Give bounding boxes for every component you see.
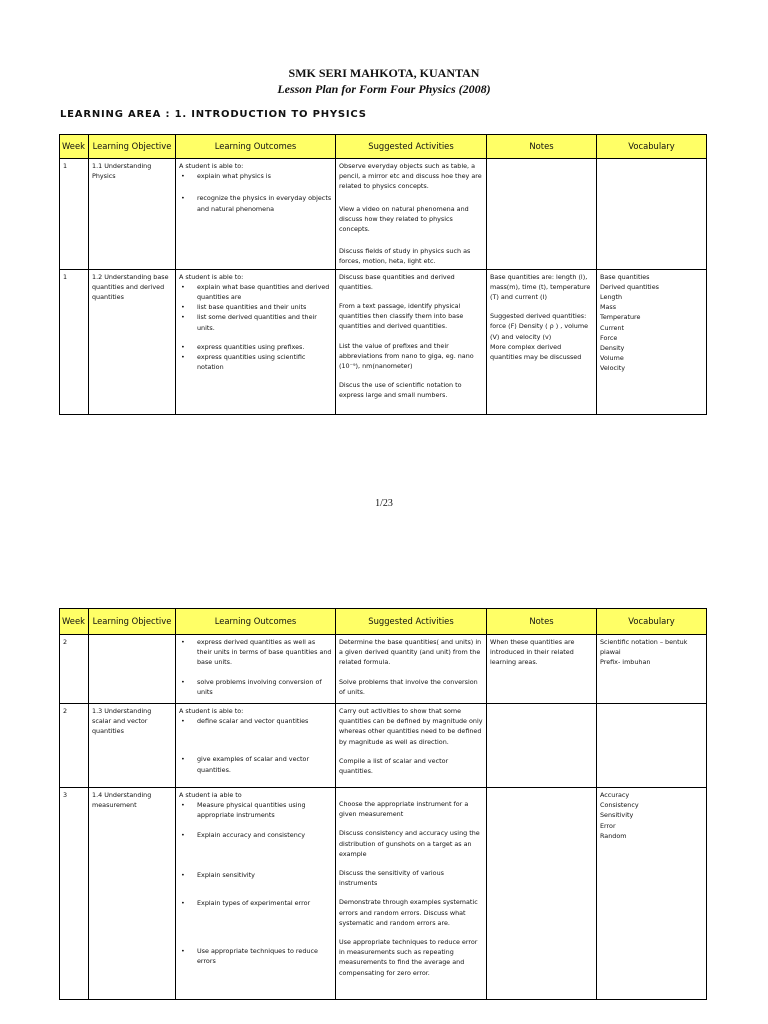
objective-cell [89,635,176,704]
activities-cell [336,704,487,788]
notes-cell [487,635,597,704]
note-text: Base quantities are: length (l), mass(m), time (t), temperature (T) and current (I) [490,272,591,302]
table-header-row [60,135,707,159]
vocabulary-cell [597,704,707,788]
activity-text: Discuss fields of study in physics such as forces, motion, heta, light etc. [339,247,471,266]
notes-cell [487,269,597,414]
col-header-activities: Suggested Activities [336,135,487,159]
col-header-objective: Learning Objective [89,135,176,159]
vocab-item: Temperature [600,313,641,322]
outcome-item: • solve problems involving conversion of units [179,677,332,697]
activity-text: Solve problems that involve the conversion of units. [339,677,478,696]
document-subtitle: Lesson Plan for Form Four Physics (2008) [277,82,491,96]
vocab-item: Volume [600,354,624,363]
activity-text: List the value of prefixes and their abbreviations from nano to giga, eg. nano (10⁻⁹), nm(nanometer) [339,341,474,371]
week-cell: 1 [60,269,89,414]
outcome-item: • define scalar and vector quantities [179,716,332,726]
col-header-notes: Notes [487,609,597,635]
outcomes-intro: A student is able to: [179,272,244,281]
lesson-plan-table-page-1 [59,134,707,415]
outcomes-intro: A student is able to: [179,707,244,715]
outcome-item: • explain what base quantities and derived quantities are [179,282,332,302]
vocab-item: Sensitivity [600,811,634,820]
activities-cell [336,269,487,414]
col-header-notes: Notes [487,135,597,159]
vocab-item: Derived quantities [600,282,659,291]
vocab-item: Base quantities [600,272,650,281]
lesson-plan-table-page-2 [59,608,707,1000]
week-cell: 3 [60,788,89,1000]
outcome-item: • Use appropriate techniques to reduce errors [179,946,332,966]
outcome-item: • Explain accuracy and consistency [179,830,332,840]
outcomes-cell [176,704,336,788]
activity-text: View a video on natural phenomena and discuss how they related to physics concepts. [339,204,469,234]
col-header-activities: Suggested Activities [336,609,487,635]
activity-text: Compile a list of scalar and vector quantities. [339,756,449,776]
objective-cell: 1.1 Understanding Physics [89,159,176,270]
vocab-item: Length [600,293,623,302]
outcome-item: • Measure physical quantities using appropriate instruments [179,800,332,820]
table-row [60,788,707,1000]
vocab-item: Error [600,821,616,830]
outcomes-cell [176,159,336,270]
activity-text: Observe everyday objects such as table, a pencil, a mirror etc and discuss hoe they are related to physics concepts. [339,162,482,191]
outcome-item: • recognize the physics in everyday objects and natural phenomena [179,193,332,213]
activities-cell [336,788,487,1000]
outcome-item: • express derived quantities as well as their units in terms of base quantities and base units. [179,637,332,668]
vocab-item: Current [600,323,625,332]
objective-cell: 1.2 Understanding base quantities and derived quantities [89,269,176,414]
outcome-item: • Explain types of experimental error [179,898,332,908]
vocab-item: Accuracy [600,791,630,799]
activity-text: From a text passage, identify physical quantities then classify them into base quantities and derived quantities. [339,302,464,331]
outcomes-intro: A student is able to: [179,162,244,170]
vocab-item: Prefix- imbuhan [600,658,651,667]
vocabulary-cell [597,159,707,270]
outcome-item: • list some derived quantities and their units. [179,312,332,332]
col-header-week: Week [60,135,89,159]
vocabulary-cell [597,269,707,414]
table-row [60,704,707,788]
activities-cell [336,159,487,270]
activity-text: Discuss the sensitivity of various instruments [339,869,444,888]
activity-text: Discus the use of scientific notation to express large and small numbers. [339,381,462,400]
vocab-item: Velocity [600,364,626,373]
col-header-outcomes: Learning Outcomes [176,609,336,635]
activity-text: Discuss consistency and accuracy using the distribution of gunshots on a target as an example [339,829,480,858]
notes-cell [487,788,597,1000]
activity-text: Use appropriate techniques to reduce error in measurements such as repeating measurements to find the average and compensating for zero error. [339,938,478,977]
page-number: 1/23 [375,498,393,509]
week-cell: 2 [60,635,89,704]
vocab-item: Scientific notation – bentuk piawai [600,638,688,657]
school-name: SMK SERI MAHKOTA, KUANTAN [288,66,480,80]
outcome-item: • express quantities using prefixes. [179,342,332,352]
outcome-item: • explain what physics is [179,171,332,181]
vocab-item: Density [600,344,625,353]
notes-cell [487,704,597,788]
objective-cell: 1.3 Understanding scalar and vector quantities [89,704,176,788]
table-header-row [60,609,707,635]
week-cell: 2 [60,704,89,788]
outcomes-cell [176,269,336,414]
activity-text: Demonstrate through examples systematic errors and random errors. Discuss what systematic and random errors are. [339,898,478,927]
objective-cell: 1.4 Understanding measurement [89,788,176,1000]
outcomes-cell [176,635,336,704]
outcome-item: • give examples of scalar and vector quantities. [179,754,332,774]
activity-text: Choose the appropriate instrument for a given measurement [339,800,469,819]
table-row [60,269,707,414]
col-header-week: Week [60,609,89,635]
activity-text: Discuss base quantities and derived quantities. [339,272,455,291]
col-header-objective: Learning Objective [89,609,176,635]
vocab-item: Mass [600,303,617,312]
vocabulary-cell [597,788,707,1000]
learning-area-heading: LEARNING AREA : 1. INTRODUCTION TO PHYSICS [60,109,367,120]
outcome-item: • express quantities using scientific notation [179,352,332,372]
col-header-vocabulary: Vocabulary [597,135,707,159]
activity-text: Determine the base quantities( and units) in a given derived quantity (and unit) from the related formula. [339,638,482,667]
activities-cell [336,635,487,704]
week-cell: 1 [60,159,89,270]
outcome-item: • list base quantities and their units [179,302,332,312]
col-header-outcomes: Learning Outcomes [176,135,336,159]
table-row [60,159,707,270]
table-row [60,635,707,704]
note-text: Suggested derived quantities: force (F) Density ( ρ ) , volume (V) and velocity (v) [490,312,589,341]
note-text: More complex derived quantities may be discussed [490,342,582,362]
vocabulary-cell [597,635,707,704]
note-text: When these quantities are introduced in their related learning areas. [490,638,575,667]
outcomes-cell [176,788,336,1000]
vocab-item: Consistency [600,801,639,810]
vocab-item: Force [600,333,618,342]
notes-cell [487,159,597,270]
activity-text: Carry out activities to show that some quantities can be defined by magnitude only whereas other quantities need to be defined by magnitude as well as direction. [339,707,483,746]
outcome-item: • Explain sensitivity [179,870,332,880]
col-header-vocabulary: Vocabulary [597,609,707,635]
outcomes-intro: A student ia able to [179,791,242,799]
vocab-item: Random [600,831,627,840]
